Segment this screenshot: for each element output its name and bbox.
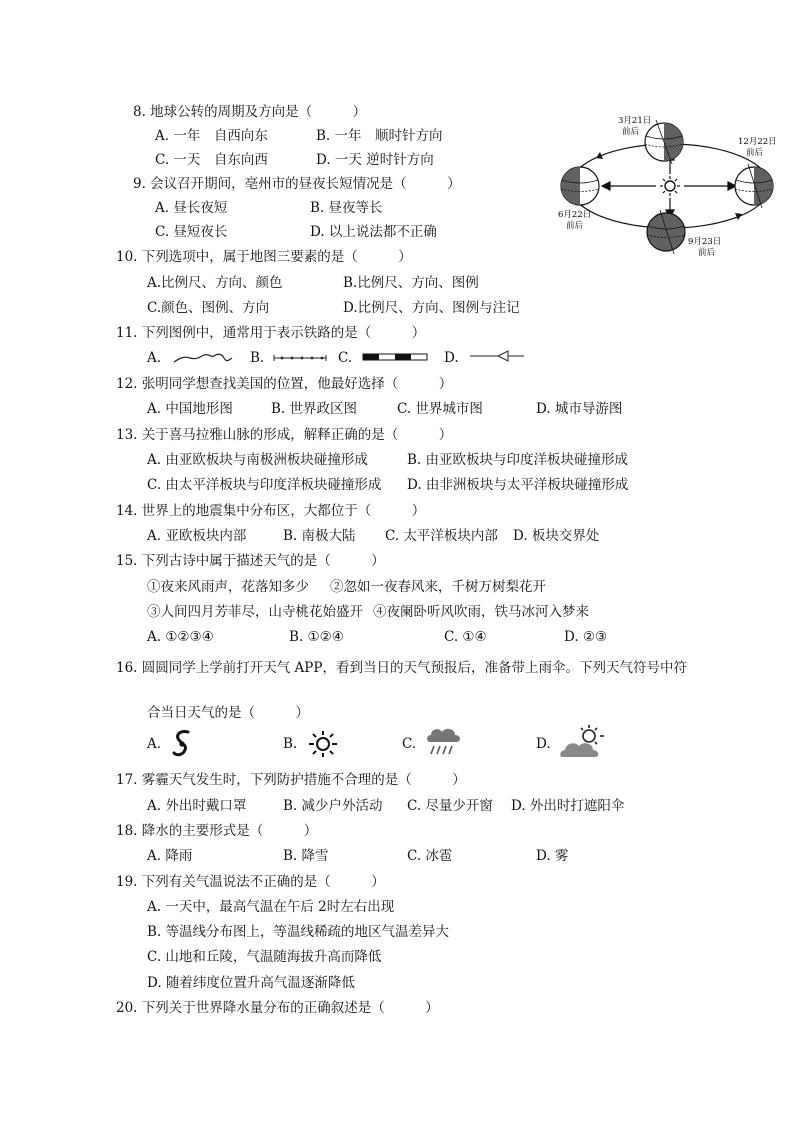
q11-option-d: D. <box>444 350 459 366</box>
q14-option-d: D. 板块交界处 <box>513 528 600 544</box>
q10-option-b: B.比例尺、方向、图例 <box>343 275 479 291</box>
q18-option-c: C. 冰雹 <box>407 848 453 864</box>
label-jun-approx: 前后 <box>566 221 584 231</box>
q14-option-b: B. 南极大陆 <box>283 528 356 544</box>
q18-stem: 18. 降水的主要形式是（ ） <box>116 823 318 839</box>
q8-option-d: D. 一天 逆时针方向 <box>316 152 434 168</box>
q15-poem-2: ②忽如一夜春风来，千树万树梨花开 <box>330 579 546 595</box>
q16-stem-continued: 合当日天气的是（ ） <box>147 705 309 721</box>
q11-option-b: B. <box>250 350 265 366</box>
q13-option-c: C. 由太平洋板块与印度洋板块碰撞形成 <box>147 477 382 493</box>
q15-option-a: A. ①②③④ <box>147 629 214 645</box>
q20-stem: 20. 下列关于世界降水量分布的正确叙述是（ ） <box>116 1000 439 1016</box>
partly-cloudy-icon <box>560 724 606 760</box>
q18-option-b: B. 降雪 <box>283 848 329 864</box>
q14-stem: 14. 世界上的地震集中分布区，大都位于（ ） <box>116 503 426 519</box>
q15-option-d: D. ②③ <box>564 629 608 645</box>
label-dec-approx: 前后 <box>746 148 764 158</box>
q16-stem: 16. 圆圆同学上学前打开天气 APP，看到当日的天气预报后，准备带上雨伞。下列天气符号中符 <box>116 660 687 676</box>
q9-option-d: D. 以上说法都不正确 <box>310 224 437 240</box>
q10-stem: 10. 下列选项中，属于地图三要素的是（ ） <box>116 249 412 265</box>
q16-option-c: C. <box>402 736 417 752</box>
q19-option-a: A. 一天中，最高气温在午后 2时左右出现 <box>147 899 395 915</box>
q10-option-a: A.比例尺、方向、颜色 <box>147 275 283 291</box>
q9-option-b: B. 昼夜等长 <box>310 200 383 216</box>
q19-stem: 19. 下列有关气温说法不正确的是（ ） <box>116 874 385 890</box>
river-legend-icon <box>172 349 234 367</box>
q9-stem: 9. 会议召开期间，亳州市的昼夜长短情况是（ ） <box>133 176 461 192</box>
label-dec-date: 12月22日 <box>738 137 777 147</box>
q9-option-c: C. 昼短夜长 <box>155 224 228 240</box>
q18-option-a: A. 降雨 <box>147 848 193 864</box>
q8-option-b: B. 一年 顺时针方向 <box>316 128 443 144</box>
q10-option-d: D.比例尺、方向、图例与注记 <box>343 300 520 316</box>
rain-cloud-icon <box>424 724 464 758</box>
q17-option-d: D. 外出时打遮阳伞 <box>511 798 625 814</box>
q16-option-a: A. <box>147 736 162 752</box>
earth-june <box>561 167 599 205</box>
q12-option-b: B. 世界政区图 <box>271 401 358 417</box>
sunny-icon <box>305 730 341 758</box>
q8-option-a: A. 一年 自西向东 <box>155 128 268 144</box>
q15-poem-3: ③人间四月芳菲尽，山寺桃花始盛开 <box>147 604 363 620</box>
line-with-dots-legend-icon <box>272 352 328 364</box>
q11-option-c: C. <box>338 350 353 366</box>
q12-option-c: C. 世界城市图 <box>397 401 483 417</box>
label-sep-date: 9月23日 <box>688 237 722 247</box>
q8-stem: 8. 地球公转的周期及方向是（ ） <box>133 104 367 120</box>
q15-poem-4: ④夜阑卧听风吹雨，铁马冰河入梦来 <box>373 604 589 620</box>
q15-option-c: C. ①④ <box>444 629 487 645</box>
q15-stem: 15. 下列古诗中属于描述天气的是（ ） <box>116 553 385 569</box>
q19-option-c: C. 山地和丘陵，气温随海拔升高而降低 <box>147 949 382 965</box>
q8-option-c: C. 一天 自东向西 <box>155 152 268 168</box>
label-sep-approx: 前后 <box>698 248 716 258</box>
q16-option-b: B. <box>283 736 298 752</box>
q13-option-a: A. 由亚欧板块与南极洲板块碰撞形成 <box>147 452 368 468</box>
q15-option-b: B. ①②④ <box>289 629 344 645</box>
q17-option-c: C. 尽量少开窗 <box>407 798 493 814</box>
q14-option-c: C. 太平洋板块内部 <box>385 528 498 544</box>
earth-september <box>647 210 685 254</box>
q19-option-b: B. 等温线分布图上，等温线稀疏的地区气温差异大 <box>147 924 450 940</box>
q16-option-d: D. <box>536 736 551 752</box>
q12-option-a: A. 中国地形图 <box>147 401 233 417</box>
road-arrow-legend-icon <box>468 349 526 363</box>
q12-option-d: D. 城市导游图 <box>536 401 623 417</box>
earth-december <box>735 164 773 208</box>
earth-orbit-diagram <box>556 112 784 264</box>
q13-option-b: B. 由亚欧板块与印度洋板块碰撞形成 <box>407 452 629 468</box>
q13-stem: 13. 关于喜马拉雅山脉的形成，解释正确的是（ ） <box>116 427 453 443</box>
q11-stem: 11. 下列图例中，通常用于表示铁路的是（ ） <box>116 325 426 341</box>
q10-option-c: C.颜色、图例、方向 <box>147 300 270 316</box>
q19-option-d: D. 随着纬度位置升高气温逐渐降低 <box>147 975 355 991</box>
q18-option-d: D. 雾 <box>536 848 569 864</box>
label-jun-date: 6月22日 <box>558 210 592 220</box>
q15-poem-1: ①夜来风雨声，花落知多少 <box>147 579 309 595</box>
q17-option-a: A. 外出时戴口罩 <box>147 798 247 814</box>
q11-option-a: A. <box>147 350 162 366</box>
label-mar-date: 3月21日 <box>618 116 652 126</box>
q12-stem: 12. 张明同学想查找美国的位置，他最好选择（ ） <box>116 376 453 392</box>
railway-legend-icon <box>362 351 428 363</box>
q13-option-d: D. 由非洲板块与太平洋板块碰撞形成 <box>407 477 629 493</box>
q17-option-b: B. 减少户外活动 <box>283 798 383 814</box>
typhoon-icon <box>168 728 198 760</box>
earth-march <box>645 120 683 164</box>
label-mar-approx: 前后 <box>622 127 640 137</box>
q17-stem: 17. 雾霾天气发生时，下列防护措施不合理的是（ ） <box>116 772 466 788</box>
sun-icon <box>660 176 680 196</box>
q9-option-a: A. 昼长夜短 <box>155 200 228 216</box>
q14-option-a: A. 亚欧板块内部 <box>147 528 247 544</box>
